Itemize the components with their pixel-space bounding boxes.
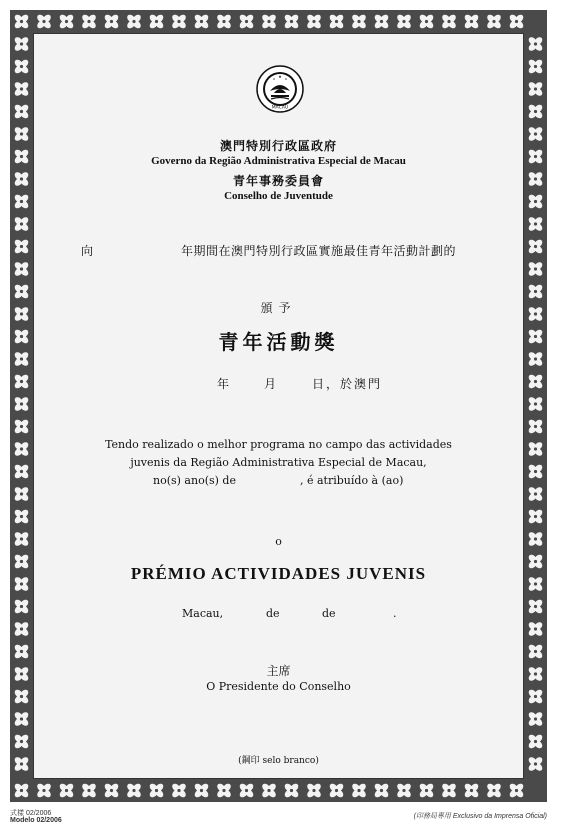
border-flower-icon <box>527 126 544 143</box>
recipient-prefix-zh: 向 <box>81 244 94 258</box>
border-flower-icon <box>283 13 300 30</box>
border-flower-icon <box>193 13 210 30</box>
date-end-dot-pt: . <box>393 607 397 620</box>
certificate-body <box>33 33 524 779</box>
border-flower-icon <box>373 782 390 799</box>
border-flower-icon <box>527 283 544 300</box>
border-flower-icon <box>103 13 120 30</box>
achievement-line2-pt: juvenis da Região Administrativa Especial de Macau, <box>130 456 427 469</box>
border-flower-icon <box>527 598 544 615</box>
border-flower-icon <box>13 553 30 570</box>
border-flower-icon <box>13 238 30 255</box>
border-flower-icon <box>13 486 30 503</box>
border-flower-icon <box>13 711 30 728</box>
border-flower-icon <box>527 531 544 548</box>
border-flower-icon <box>13 103 30 120</box>
border-flower-icon <box>13 508 30 525</box>
border-flower-icon <box>36 782 53 799</box>
border-flower-icon <box>261 782 278 799</box>
border-flower-icon <box>13 782 30 799</box>
achievement-line-zh: 年期間在澳門特別行政區實施最佳青年活動計劃的 <box>181 244 457 258</box>
border-flower-icon <box>103 782 120 799</box>
border-flower-icon <box>261 13 278 30</box>
border-flower-icon <box>351 13 368 30</box>
border-flower-icon <box>13 418 30 435</box>
border-flower-icon <box>13 733 30 750</box>
border-flower-icon <box>463 782 480 799</box>
border-flower-icon <box>13 643 30 660</box>
award-title-pt: PRÉMIO ACTIVIDADES JUVENIS <box>130 564 427 583</box>
border-flower-icon <box>13 148 30 165</box>
border-flower-icon <box>171 13 188 30</box>
border-flower-icon <box>527 643 544 660</box>
border-flower-icon <box>13 666 30 683</box>
border-flower-icon <box>81 782 98 799</box>
border-flower-icon <box>148 782 165 799</box>
article-pt: o <box>275 535 282 548</box>
date-day-place-zh: 日，於澳門 <box>312 377 383 391</box>
council-name-zh: 青年事務委員會 <box>232 174 324 188</box>
border-flower-icon <box>13 261 30 278</box>
date-de1-pt: de <box>266 607 280 620</box>
border-flower-icon <box>527 373 544 390</box>
macau-emblem-icon <box>256 65 304 113</box>
border-flower-icon <box>126 782 143 799</box>
border-flower-icon <box>527 733 544 750</box>
border-flower-icon <box>418 13 435 30</box>
border-flower-icon <box>13 396 30 413</box>
border-flower-icon <box>193 782 210 799</box>
date-year-zh: 年 <box>217 377 230 391</box>
border-flower-icon <box>13 13 30 30</box>
border-flower-icon <box>13 576 30 593</box>
border-flower-icon <box>13 531 30 548</box>
border-flower-icon <box>527 508 544 525</box>
border-flower-icon <box>527 238 544 255</box>
decorative-border-frame <box>10 10 547 802</box>
border-flower-icon <box>463 13 480 30</box>
border-flower-icon <box>13 688 30 705</box>
border-flower-icon <box>13 36 30 53</box>
border-flower-icon <box>13 441 30 458</box>
border-flower-icon <box>126 13 143 30</box>
border-flower-icon <box>148 13 165 30</box>
attributed-label-pt: , é atribuído à (ao) <box>300 474 404 487</box>
border-flower-icon <box>527 103 544 120</box>
border-flower-icon <box>36 13 53 30</box>
border-flower-icon <box>13 621 30 638</box>
grant-text-zh: 頒予 <box>260 301 297 315</box>
years-label-pt: no(s) ano(s) de <box>153 474 236 487</box>
border-flower-icon <box>396 782 413 799</box>
border-flower-icon <box>527 261 544 278</box>
president-title-pt: O Presidente do Conselho <box>206 680 351 693</box>
award-title-zh: 青年活動獎 <box>218 330 339 354</box>
date-de2-pt: de <box>322 607 336 620</box>
emblem-caption: MACAU <box>271 105 289 111</box>
border-flower-icon <box>396 13 413 30</box>
border-flower-icon <box>527 441 544 458</box>
border-flower-icon <box>13 171 30 188</box>
seal-note: (鋼印 selo branco) <box>238 756 319 766</box>
border-flower-icon <box>81 13 98 30</box>
border-flower-icon <box>527 711 544 728</box>
border-flower-icon <box>13 351 30 368</box>
border-flower-icon <box>508 13 525 30</box>
official-press-note: (印務局專用 Exclusivo da Imprensa Oficial) <box>413 813 547 820</box>
border-flower-icon <box>527 216 544 233</box>
border-flower-icon <box>527 36 544 53</box>
date-place-pt: Macau, <box>182 607 224 620</box>
border-flower-icon <box>527 756 544 773</box>
border-flower-icon <box>527 328 544 345</box>
border-flower-icon <box>328 13 345 30</box>
border-flower-icon <box>527 486 544 503</box>
border-flower-icon <box>216 13 233 30</box>
border-flower-icon <box>441 782 458 799</box>
border-flower-icon <box>13 328 30 345</box>
council-name-pt: Conselho de Juventude <box>224 190 333 202</box>
border-flower-icon <box>527 193 544 210</box>
border-flower-icon <box>527 148 544 165</box>
gov-name-pt: Governo da Região Administrativa Especial de Macau <box>151 155 406 167</box>
model-number-pt: Modelo 02/2006 <box>10 817 62 824</box>
border-flower-icon <box>13 81 30 98</box>
border-flower-icon <box>527 81 544 98</box>
border-flower-icon <box>527 666 544 683</box>
border-flower-icon <box>306 13 323 30</box>
border-flower-icon <box>527 621 544 638</box>
border-flower-icon <box>13 126 30 143</box>
border-flower-icon <box>527 418 544 435</box>
border-flower-icon <box>527 576 544 593</box>
border-flower-icon <box>13 216 30 233</box>
border-flower-icon <box>283 782 300 799</box>
border-flower-icon <box>527 553 544 570</box>
border-flower-icon <box>238 782 255 799</box>
border-flower-icon <box>13 306 30 323</box>
border-flower-icon <box>13 283 30 300</box>
border-flower-icon <box>13 756 30 773</box>
border-flower-icon <box>171 782 188 799</box>
border-flower-icon <box>13 598 30 615</box>
border-flower-icon <box>373 13 390 30</box>
border-flower-icon <box>58 13 75 30</box>
model-number-zh: 式樣 02/2006 <box>10 810 52 817</box>
border-flower-icon <box>486 13 503 30</box>
date-month-zh: 月 <box>264 377 277 391</box>
border-flower-icon <box>527 171 544 188</box>
border-flower-icon <box>13 58 30 75</box>
border-flower-icon <box>527 58 544 75</box>
border-flower-icon <box>527 463 544 480</box>
border-flower-icon <box>238 13 255 30</box>
president-title-zh: 主席 <box>266 664 291 678</box>
gov-name-zh: 澳門特別行政區政府 <box>219 139 337 153</box>
border-flower-icon <box>328 782 345 799</box>
border-flower-icon <box>13 463 30 480</box>
border-flower-icon <box>527 351 544 368</box>
achievement-line1-pt: Tendo realizado o melhor programa no campo das actividades <box>105 438 452 451</box>
border-flower-icon <box>13 193 30 210</box>
border-flower-icon <box>216 782 233 799</box>
border-flower-icon <box>351 782 368 799</box>
border-flower-icon <box>486 782 503 799</box>
border-flower-icon <box>13 373 30 390</box>
border-flower-icon <box>441 13 458 30</box>
border-flower-icon <box>418 782 435 799</box>
border-flower-icon <box>58 782 75 799</box>
border-flower-icon <box>306 782 323 799</box>
border-flower-icon <box>527 396 544 413</box>
border-flower-icon <box>508 782 525 799</box>
border-flower-icon <box>527 688 544 705</box>
border-flower-icon <box>527 306 544 323</box>
